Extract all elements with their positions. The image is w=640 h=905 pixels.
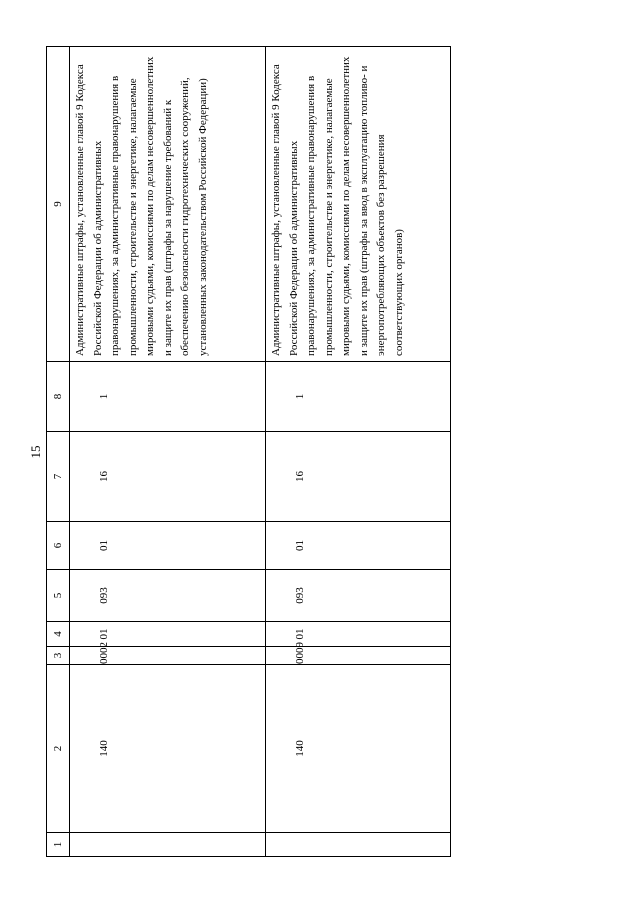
table-row (70, 47, 266, 857)
cell-description: Административные штрафы, установленные главой 9 Кодекса Российской Федерации об административных правонарушениях, за административные правонарушения в промышленности, строительстве и энергетике, налагаемые мировыми судьями, комиссиями по делам несовершеннолетних и защите их прав (штрафы за ввод в эксплуатацию топливо- и энергопотребляющих объектов без разрешения соответствующих органов) (266, 47, 451, 362)
cell-col-7: 16 (70, 432, 266, 522)
cell-col-3: 0009 (266, 647, 451, 665)
cell-col-6: 01 (266, 522, 451, 570)
cell-col-4: 01 (70, 622, 266, 647)
page-number: 15 (28, 445, 43, 459)
cell-col-3: 0002 (70, 647, 266, 665)
cell-col-5: 093 (70, 570, 266, 622)
col-header-4: 4 (47, 622, 70, 647)
cell-col-4: 01 (266, 622, 451, 647)
header-row (47, 47, 70, 857)
col-header-6: 6 (47, 522, 70, 570)
cell-col-1 (70, 833, 266, 857)
cell-description: Административные штрафы, установленные главой 9 Кодекса Российской Федерации об административных правонарушениях, за административные правонарушения в промышленности, строительстве и энергетике, налагаемые мировыми судьями, комиссиями по делам несовершеннолетних и защите их прав (штрафы за нарушение требований к обеспечению безопасности гидротехнических сооружений, установленных законодательством Российской Федерации) (70, 47, 266, 362)
cell-col-2: 140 (266, 665, 451, 833)
table-row (266, 47, 451, 857)
col-header-9: 9 (47, 47, 70, 362)
cell-col-5: 093 (266, 570, 451, 622)
cell-col-1 (266, 833, 451, 857)
cell-col-8: 1 (266, 362, 451, 432)
col-header-2: 2 (47, 665, 70, 833)
col-header-3: 3 (47, 647, 70, 665)
cell-col-2: 140 (70, 665, 266, 833)
cell-col-6: 01 (70, 522, 266, 570)
col-header-1: 1 (47, 833, 70, 857)
col-header-5: 5 (47, 570, 70, 622)
cell-col-8: 1 (70, 362, 266, 432)
col-header-8: 8 (47, 362, 70, 432)
cell-col-7: 16 (266, 432, 451, 522)
rotated-table-container (46, 47, 405, 857)
col-header-7: 7 (47, 432, 70, 522)
budget-codes-table (46, 46, 451, 857)
